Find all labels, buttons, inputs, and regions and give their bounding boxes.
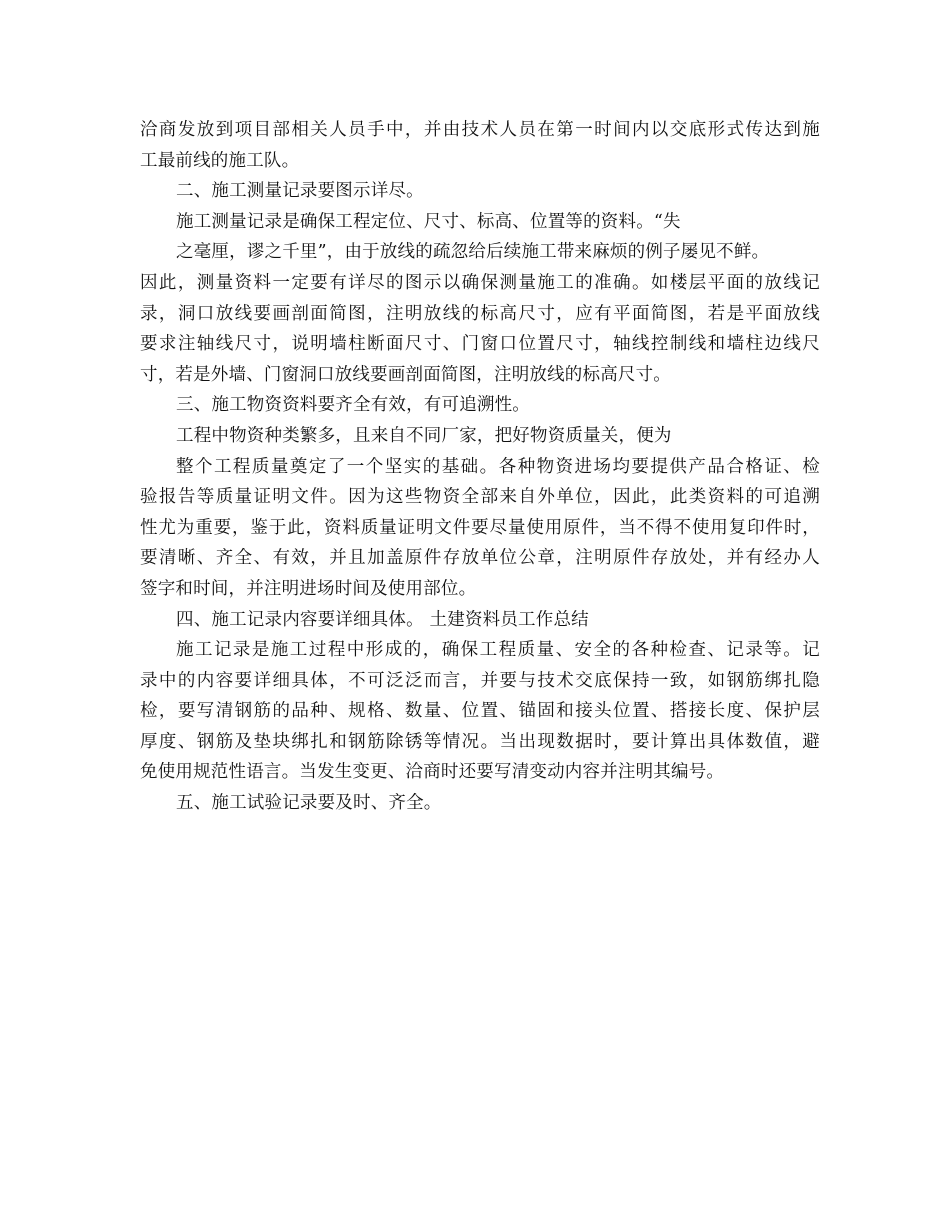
text-line: 二、施工测量记录要图示详尽。 <box>176 181 424 202</box>
document-body <box>140 115 820 819</box>
text-line: 工程中物资种类繁多，且来自不同厂家，把好物资质量关，便为 <box>176 425 672 446</box>
text-line: 之毫厘，谬之千里”，由于放线的疏忽给后续施工带来麻烦的例子屡见不鲜。 <box>176 242 770 263</box>
text-line: 三、施工物资资料要齐全有效，有可追溯性。 <box>176 395 530 416</box>
text-line: 施工记录是施工过程中形成的，确保工程质量、安全的各种检查、记录等。记 <box>176 640 820 661</box>
text-line: 因此，测量资料一定要有详尽的图示以确保测量施工的准确。如楼层平面的放线记 <box>140 272 820 293</box>
text-line: 工最前线的施工队。 <box>140 150 300 171</box>
text-line: 验报告等质量证明文件。因为这些物资全部来自外单位，因此，此类资料的可追溯 <box>140 487 820 508</box>
text-line: 四、施工记录内容要详细具体。 土建资料员工作总结 <box>176 609 589 630</box>
text-line: 寸，若是外墙、门窗洞口放线要画剖面简图，注明放线的标高尺寸。 <box>140 364 671 385</box>
text-line: 录，洞口放线要画剖面简图，注明放线的标高尺寸，应有平面简图，若是平面放线 <box>140 303 820 324</box>
text-line: 施工测量记录是确保工程定位、尺寸、标高、位置等的资料。“失 <box>176 211 681 232</box>
text-line: 要清晰、齐全、有效，并且加盖原件存放单位公章，注明原件存放处，并有经办人 <box>140 548 820 569</box>
text-line: 录中的内容要详细具体，不可泛泛而言，并要与技术交底保持一致，如钢筋绑扎隐 <box>140 670 820 691</box>
text-line: 性尤为重要，鉴于此，资料质量证明文件要尽量使用原件，当不得不使用复印件时， <box>140 517 820 538</box>
text-line: 整个工程质量奠定了一个坚实的基础。各种物资进场均要提供产品合格证、检 <box>176 456 820 477</box>
text-line: 检，要写清钢筋的品种、规格、数量、位置、锚固和接头位置、搭接长度、保护层 <box>140 701 820 722</box>
text-line: 五、施工试验记录要及时、齐全。 <box>176 793 442 814</box>
text-line: 免使用规范性语言。当发生变更、洽商时还要写清变动内容并注明其编号。 <box>140 762 725 783</box>
text-line: 签字和时间，并注明进场时间及使用部位。 <box>140 578 477 599</box>
text-line: 厚度、钢筋及垫块绑扎和钢筋除锈等情况。当出现数据时，要计算出具体数值，避 <box>140 731 820 752</box>
text-line: 要求注轴线尺寸，说明墙柱断面尺寸、门窗口位置尺寸，轴线控制线和墙柱边线尺 <box>140 334 820 355</box>
text-line: 洽商发放到项目部相关人员手中，并由技术人员在第一时间内以交底形式传达到施 <box>140 120 820 140</box>
